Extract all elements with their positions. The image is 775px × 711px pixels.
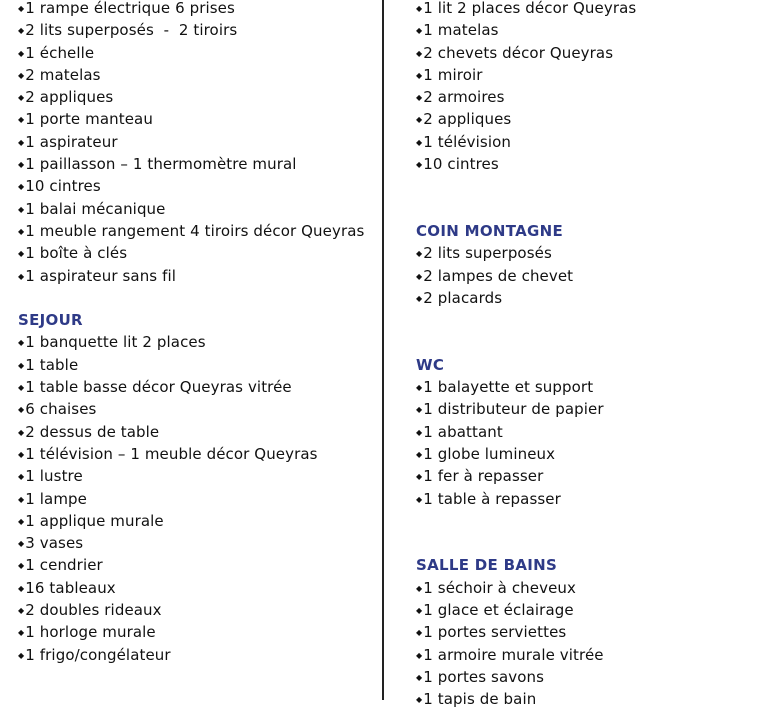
- list-item-text: 1 lit 2 places décor Queyras: [423, 0, 637, 17]
- bullet-diamond-icon: ◆: [18, 628, 25, 638]
- bullet-diamond-icon: ◆: [416, 672, 423, 682]
- list-item-text: 16 tableaux: [25, 578, 116, 597]
- left-top-list: [18, 0, 378, 287]
- bullet-diamond-icon: ◆: [416, 449, 423, 459]
- list-item-text: 2 doubles rideaux: [25, 601, 162, 620]
- right-top-list: [416, 0, 771, 175]
- list-item-text: 1 séchoir à cheveux: [423, 578, 576, 597]
- section-gap: [416, 198, 771, 220]
- list-item: [416, 599, 771, 621]
- list-item-text: 1 globe lumineux: [423, 444, 556, 463]
- bullet-diamond-icon: ◆: [18, 449, 25, 459]
- list-item: [18, 621, 378, 643]
- bullet-diamond-icon: ◆: [416, 293, 423, 303]
- section-gap: [416, 175, 771, 197]
- list-item-text: 1 glace et éclairage: [423, 601, 574, 620]
- list-item: [416, 86, 771, 108]
- list-item-text: 1 horloge murale: [25, 623, 156, 642]
- list-item-text: 2 armoires: [423, 88, 505, 107]
- bullet-diamond-icon: ◆: [416, 137, 423, 147]
- list-item-text: 1 balayette et support: [423, 378, 594, 397]
- list-item-text: 1 lampe: [25, 489, 87, 508]
- list-item-text: 2 lampes de chevet: [423, 266, 574, 285]
- bullet-diamond-icon: ◆: [416, 405, 423, 415]
- bullet-diamond-icon: ◆: [18, 93, 25, 103]
- bullet-diamond-icon: ◆: [18, 405, 25, 415]
- list-item-text: 10 cintres: [25, 177, 101, 196]
- bullet-diamond-icon: ◆: [416, 583, 423, 593]
- list-item-text: 1 applique murale: [25, 511, 164, 530]
- coin-montagne-list: [416, 242, 771, 309]
- bullet-diamond-icon: ◆: [18, 271, 25, 281]
- bullet-diamond-icon: ◆: [18, 338, 25, 348]
- list-item-text: 1 rampe électrique 6 prises: [25, 0, 235, 17]
- list-item: [416, 421, 771, 443]
- bullet-diamond-icon: ◆: [18, 70, 25, 80]
- bullet-diamond-icon: ◆: [416, 494, 423, 504]
- bullet-diamond-icon: ◆: [18, 137, 25, 147]
- list-item-text: 1 lustre: [25, 467, 83, 486]
- bullet-diamond-icon: ◆: [416, 628, 423, 638]
- wc-list: [416, 376, 771, 510]
- list-item: [18, 242, 378, 264]
- list-item-text: 1 boîte à clés: [25, 244, 128, 263]
- list-item: [18, 19, 378, 41]
- sejour-list: [18, 331, 378, 665]
- bullet-diamond-icon: ◆: [416, 472, 423, 482]
- list-item: [18, 354, 378, 376]
- bullet-diamond-icon: ◆: [416, 4, 423, 13]
- section-title-sejour: SEJOUR: [18, 311, 83, 330]
- bullet-diamond-icon: ◆: [18, 650, 25, 660]
- section-title-salle-de-bains: SALLE DE BAINS: [416, 556, 558, 575]
- list-item-text: 1 meuble rangement 4 tiroirs décor Queyras: [25, 221, 365, 240]
- bullet-diamond-icon: ◆: [416, 249, 423, 259]
- list-item: [18, 465, 378, 487]
- bullet-diamond-icon: ◆: [18, 182, 25, 192]
- list-item: [18, 577, 378, 599]
- list-item: [416, 64, 771, 86]
- list-item-text: 1 distributeur de papier: [423, 400, 604, 419]
- bullet-diamond-icon: ◆: [18, 427, 25, 437]
- left-column: [18, 0, 378, 666]
- list-item-text: 1 télévision – 1 meuble décor Queyras: [25, 444, 318, 463]
- list-item-text: 1 paillasson – 1 thermomètre mural: [25, 155, 297, 174]
- list-item: [18, 108, 378, 130]
- bullet-diamond-icon: ◆: [416, 695, 423, 705]
- list-item-text: 3 vases: [25, 534, 84, 553]
- list-item-text: 1 portes serviettes: [423, 623, 567, 642]
- bullet-diamond-icon: ◆: [416, 48, 423, 58]
- bullet-diamond-icon: ◆: [416, 383, 423, 393]
- list-item-text: 1 portes savons: [423, 667, 545, 686]
- bullet-diamond-icon: ◆: [416, 115, 423, 125]
- list-item: [18, 86, 378, 108]
- list-item-text: 1 aspirateur sans fil: [25, 266, 176, 285]
- list-item: [18, 220, 378, 242]
- list-item: [416, 153, 771, 175]
- list-item: [416, 688, 771, 710]
- list-item-text: 1 table: [25, 355, 79, 374]
- list-item-text: 2 appliques: [25, 88, 114, 107]
- list-item-text: 1 aspirateur: [25, 132, 118, 151]
- bullet-diamond-icon: ◆: [18, 472, 25, 482]
- bullet-diamond-icon: ◆: [416, 271, 423, 281]
- list-item-text: 6 chaises: [25, 400, 97, 419]
- list-item: [416, 108, 771, 130]
- list-item: [18, 42, 378, 64]
- bullet-diamond-icon: ◆: [18, 561, 25, 571]
- list-item-text: 1 fer à repasser: [423, 467, 544, 486]
- list-item: [18, 554, 378, 576]
- list-item: [416, 398, 771, 420]
- list-item-text: 2 chevets décor Queyras: [423, 43, 614, 62]
- list-item-text: 2 placards: [423, 288, 503, 307]
- section-gap: [416, 532, 771, 554]
- salle-de-bains-list: [416, 577, 771, 711]
- list-item: [18, 443, 378, 465]
- list-item: [416, 443, 771, 465]
- list-item: [18, 644, 378, 666]
- bullet-diamond-icon: ◆: [416, 70, 423, 80]
- bullet-diamond-icon: ◆: [416, 160, 423, 170]
- bullet-diamond-icon: ◆: [18, 4, 25, 13]
- bullet-diamond-icon: ◆: [18, 383, 25, 393]
- list-item-text: 1 télévision: [423, 132, 511, 151]
- list-item-text: 2 appliques: [423, 110, 512, 129]
- right-column: [416, 0, 771, 711]
- bullet-diamond-icon: ◆: [18, 26, 25, 36]
- section-gap: [416, 510, 771, 532]
- list-item: [18, 265, 378, 287]
- list-item: [416, 465, 771, 487]
- bullet-diamond-icon: ◆: [416, 650, 423, 660]
- list-item: [416, 131, 771, 153]
- bullet-diamond-icon: ◆: [18, 583, 25, 593]
- bullet-diamond-icon: ◆: [18, 539, 25, 549]
- column-divider: [382, 0, 384, 700]
- list-item: [18, 532, 378, 554]
- list-item: [416, 577, 771, 599]
- bullet-diamond-icon: ◆: [416, 427, 423, 437]
- section-gap: [416, 309, 771, 331]
- list-item: [18, 599, 378, 621]
- bullet-diamond-icon: ◆: [18, 160, 25, 170]
- list-item: [416, 0, 771, 19]
- section-gap: [416, 331, 771, 353]
- list-item: [416, 666, 771, 688]
- bullet-diamond-icon: ◆: [18, 204, 25, 214]
- list-item: [18, 510, 378, 532]
- list-item: [416, 621, 771, 643]
- section-gap: [18, 287, 378, 309]
- bullet-diamond-icon: ◆: [18, 360, 25, 370]
- list-item: [416, 19, 771, 41]
- list-item: [18, 175, 378, 197]
- list-item-text: 1 porte manteau: [25, 110, 153, 129]
- list-item-text: 1 table à repasser: [423, 489, 561, 508]
- list-item-text: 2 lits superposés - 2 tiroirs: [25, 21, 238, 40]
- list-item-text: 1 échelle: [25, 43, 95, 62]
- list-item: [416, 644, 771, 666]
- section-title-wc: WC: [416, 355, 445, 374]
- bullet-diamond-icon: ◆: [416, 606, 423, 616]
- list-item-text: 2 dessus de table: [25, 422, 160, 441]
- bullet-diamond-icon: ◆: [18, 516, 25, 526]
- list-item-text: 2 matelas: [25, 65, 101, 84]
- list-item-text: 10 cintres: [423, 155, 499, 174]
- section-title-coin-montagne: COIN MONTAGNE: [416, 221, 564, 240]
- list-item-text: 1 tapis de bain: [423, 690, 537, 709]
- list-item-text: 1 cendrier: [25, 556, 103, 575]
- list-item: [416, 376, 771, 398]
- bullet-diamond-icon: ◆: [18, 226, 25, 236]
- bullet-diamond-icon: ◆: [416, 26, 423, 36]
- list-item: [18, 331, 378, 353]
- list-item-text: 1 abattant: [423, 422, 503, 441]
- list-item: [18, 421, 378, 443]
- list-item: [18, 153, 378, 175]
- list-item: [18, 488, 378, 510]
- bullet-diamond-icon: ◆: [18, 48, 25, 58]
- bullet-diamond-icon: ◆: [18, 249, 25, 259]
- list-item: [18, 0, 378, 19]
- list-item: [18, 398, 378, 420]
- list-item: [416, 242, 771, 264]
- bullet-diamond-icon: ◆: [416, 93, 423, 103]
- list-item-text: 1 balai mécanique: [25, 199, 166, 218]
- list-item-text: 1 frigo/congélateur: [25, 645, 171, 664]
- list-item: [416, 287, 771, 309]
- bullet-diamond-icon: ◆: [18, 494, 25, 504]
- list-item: [18, 198, 378, 220]
- list-item: [18, 64, 378, 86]
- list-item-text: 1 banquette lit 2 places: [25, 333, 206, 352]
- list-item: [18, 376, 378, 398]
- list-item-text: 2 lits superposés: [423, 244, 552, 263]
- list-item-text: 1 miroir: [423, 65, 483, 84]
- list-item: [416, 488, 771, 510]
- list-item-text: 1 matelas: [423, 21, 499, 40]
- bullet-diamond-icon: ◆: [18, 115, 25, 125]
- list-item-text: 1 table basse décor Queyras vitrée: [25, 378, 292, 397]
- list-item: [416, 265, 771, 287]
- list-item-text: 1 armoire murale vitrée: [423, 645, 604, 664]
- list-item: [18, 131, 378, 153]
- bullet-diamond-icon: ◆: [18, 606, 25, 616]
- list-item: [416, 42, 771, 64]
